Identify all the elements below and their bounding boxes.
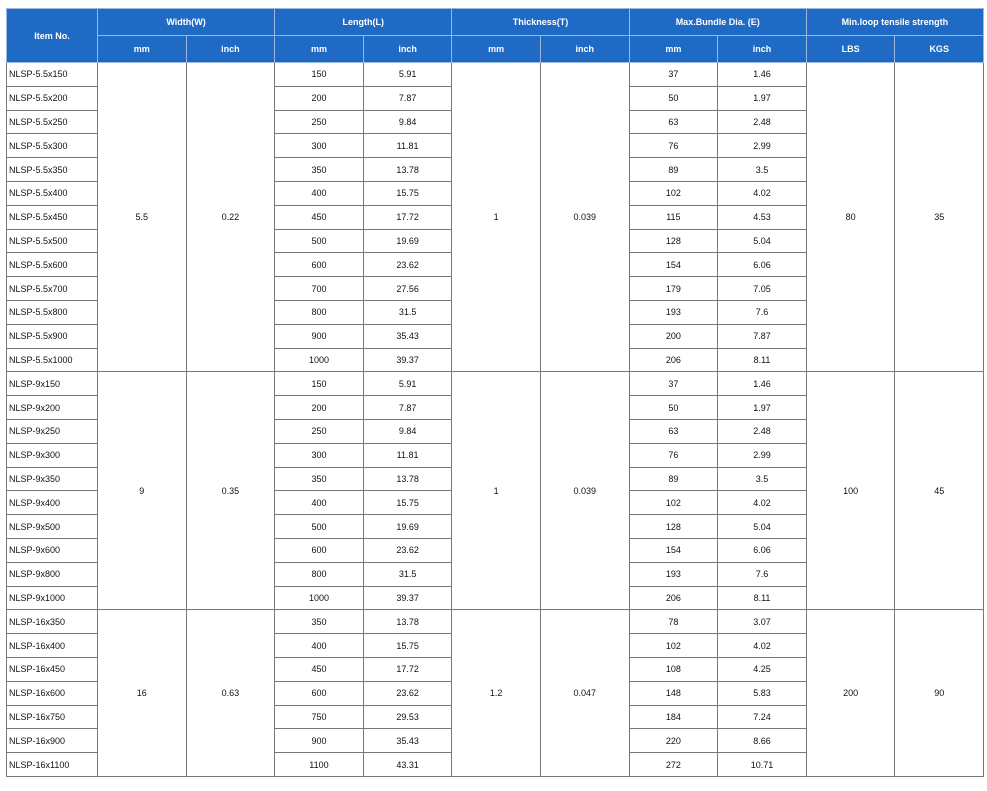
length-inch-cell: 31.5 — [363, 562, 452, 586]
length-mm-cell: 500 — [275, 229, 364, 253]
length-inch-cell: 17.72 — [363, 205, 452, 229]
bundle-inch-cell: 7.05 — [718, 277, 807, 301]
length-mm-cell: 350 — [275, 158, 364, 182]
width-inch-cell: 0.63 — [186, 610, 275, 777]
bundle-inch-cell: 1.46 — [718, 372, 807, 396]
length-mm-cell: 300 — [275, 443, 364, 467]
tensile-lbs-cell: 200 — [806, 610, 895, 777]
bundle-mm-cell: 200 — [629, 324, 718, 348]
item-no-cell: NLSP-16x600 — [7, 681, 98, 705]
length-mm-cell: 600 — [275, 681, 364, 705]
item-no-cell: NLSP-9x500 — [7, 515, 98, 539]
length-inch-cell: 23.62 — [363, 538, 452, 562]
length-mm-cell: 400 — [275, 634, 364, 658]
length-inch-cell: 5.91 — [363, 372, 452, 396]
length-mm-cell: 150 — [275, 372, 364, 396]
width-mm-cell: 9 — [98, 372, 187, 610]
length-mm-cell: 800 — [275, 300, 364, 324]
bundle-mm-cell: 193 — [629, 562, 718, 586]
length-inch-cell: 19.69 — [363, 515, 452, 539]
length-mm-cell: 150 — [275, 63, 364, 87]
item-no-cell: NLSP-5.5x400 — [7, 181, 98, 205]
length-inch-cell: 15.75 — [363, 491, 452, 515]
length-mm-cell: 200 — [275, 396, 364, 420]
item-no-cell: NLSP-16x450 — [7, 657, 98, 681]
item-no-cell: NLSP-9x600 — [7, 538, 98, 562]
item-no-cell: NLSP-9x800 — [7, 562, 98, 586]
length-mm-cell: 700 — [275, 277, 364, 301]
table-row — [7, 610, 984, 634]
tensile-lbs-cell: 80 — [806, 63, 895, 372]
bundle-inch-cell: 7.6 — [718, 562, 807, 586]
header-bundle-dia: Max.Bundle Dia. (E) — [629, 9, 806, 36]
length-mm-cell: 250 — [275, 110, 364, 134]
item-no-cell: NLSP-16x350 — [7, 610, 98, 634]
bundle-mm-cell: 206 — [629, 348, 718, 372]
length-inch-cell: 27.56 — [363, 277, 452, 301]
item-no-cell: NLSP-9x350 — [7, 467, 98, 491]
header-tensile-strength: Min.loop tensile strength — [806, 9, 983, 36]
bundle-mm-cell: 179 — [629, 277, 718, 301]
bundle-inch-cell: 5.04 — [718, 229, 807, 253]
spec-table — [6, 8, 984, 777]
item-no-cell: NLSP-16x750 — [7, 705, 98, 729]
header-item-no: Item No. — [7, 9, 98, 63]
unit-width-inch: inch — [186, 36, 275, 63]
length-mm-cell: 400 — [275, 491, 364, 515]
bundle-inch-cell: 4.02 — [718, 491, 807, 515]
bundle-mm-cell: 50 — [629, 86, 718, 110]
item-no-cell: NLSP-9x300 — [7, 443, 98, 467]
bundle-inch-cell: 4.25 — [718, 657, 807, 681]
bundle-inch-cell: 2.48 — [718, 419, 807, 443]
bundle-inch-cell: 4.02 — [718, 634, 807, 658]
length-inch-cell: 23.62 — [363, 681, 452, 705]
length-mm-cell: 750 — [275, 705, 364, 729]
length-mm-cell: 600 — [275, 538, 364, 562]
unit-bundle-inch: inch — [718, 36, 807, 63]
length-inch-cell: 5.91 — [363, 63, 452, 87]
unit-thickness-inch: inch — [540, 36, 629, 63]
bundle-mm-cell: 102 — [629, 491, 718, 515]
bundle-inch-cell: 8.11 — [718, 348, 807, 372]
header-width: Width(W) — [98, 9, 275, 36]
length-mm-cell: 500 — [275, 515, 364, 539]
bundle-inch-cell: 4.53 — [718, 205, 807, 229]
item-no-cell: NLSP-9x150 — [7, 372, 98, 396]
table-body — [7, 63, 984, 777]
bundle-inch-cell: 1.46 — [718, 63, 807, 87]
length-inch-cell: 15.75 — [363, 181, 452, 205]
bundle-inch-cell: 1.97 — [718, 86, 807, 110]
bundle-mm-cell: 154 — [629, 538, 718, 562]
length-inch-cell: 13.78 — [363, 158, 452, 182]
thickness-mm-cell: 1 — [452, 372, 541, 610]
length-inch-cell: 13.78 — [363, 610, 452, 634]
bundle-mm-cell: 272 — [629, 753, 718, 777]
length-inch-cell: 19.69 — [363, 229, 452, 253]
bundle-mm-cell: 50 — [629, 396, 718, 420]
length-inch-cell: 15.75 — [363, 634, 452, 658]
length-inch-cell: 31.5 — [363, 300, 452, 324]
bundle-inch-cell: 5.04 — [718, 515, 807, 539]
item-no-cell: NLSP-5.5x350 — [7, 158, 98, 182]
item-no-cell: NLSP-9x1000 — [7, 586, 98, 610]
length-inch-cell: 23.62 — [363, 253, 452, 277]
bundle-mm-cell: 102 — [629, 181, 718, 205]
bundle-inch-cell: 2.48 — [718, 110, 807, 134]
unit-thickness-mm: mm — [452, 36, 541, 63]
bundle-inch-cell: 3.07 — [718, 610, 807, 634]
item-no-cell: NLSP-5.5x200 — [7, 86, 98, 110]
unit-width-mm: mm — [98, 36, 187, 63]
header-length: Length(L) — [275, 9, 452, 36]
item-no-cell: NLSP-5.5x250 — [7, 110, 98, 134]
length-mm-cell: 900 — [275, 324, 364, 348]
bundle-mm-cell: 76 — [629, 134, 718, 158]
unit-bundle-mm: mm — [629, 36, 718, 63]
bundle-inch-cell: 5.83 — [718, 681, 807, 705]
bundle-inch-cell: 8.66 — [718, 729, 807, 753]
width-inch-cell: 0.22 — [186, 63, 275, 372]
header-row-units — [7, 36, 984, 63]
bundle-mm-cell: 89 — [629, 467, 718, 491]
width-mm-cell: 5.5 — [98, 63, 187, 372]
bundle-inch-cell: 7.6 — [718, 300, 807, 324]
thickness-inch-cell: 0.039 — [540, 372, 629, 610]
bundle-inch-cell: 10.71 — [718, 753, 807, 777]
bundle-inch-cell: 3.5 — [718, 158, 807, 182]
length-mm-cell: 350 — [275, 610, 364, 634]
thickness-mm-cell: 1 — [452, 63, 541, 372]
item-no-cell: NLSP-5.5x300 — [7, 134, 98, 158]
length-mm-cell: 450 — [275, 205, 364, 229]
length-mm-cell: 200 — [275, 86, 364, 110]
bundle-mm-cell: 89 — [629, 158, 718, 182]
item-no-cell: NLSP-5.5x150 — [7, 63, 98, 87]
length-inch-cell: 39.37 — [363, 586, 452, 610]
bundle-mm-cell: 78 — [629, 610, 718, 634]
item-no-cell: NLSP-16x900 — [7, 729, 98, 753]
header-row-groups — [7, 9, 984, 36]
item-no-cell: NLSP-5.5x800 — [7, 300, 98, 324]
item-no-cell: NLSP-5.5x1000 — [7, 348, 98, 372]
bundle-mm-cell: 193 — [629, 300, 718, 324]
bundle-inch-cell: 7.87 — [718, 324, 807, 348]
thickness-inch-cell: 0.039 — [540, 63, 629, 372]
item-no-cell: NLSP-9x200 — [7, 396, 98, 420]
length-inch-cell: 35.43 — [363, 324, 452, 348]
length-mm-cell: 300 — [275, 134, 364, 158]
item-no-cell: NLSP-5.5x450 — [7, 205, 98, 229]
length-inch-cell: 29.53 — [363, 705, 452, 729]
length-mm-cell: 400 — [275, 181, 364, 205]
length-mm-cell: 1000 — [275, 586, 364, 610]
length-mm-cell: 1100 — [275, 753, 364, 777]
tensile-kgs-cell: 90 — [895, 610, 984, 777]
length-mm-cell: 450 — [275, 657, 364, 681]
table-row — [7, 63, 984, 87]
bundle-inch-cell: 6.06 — [718, 538, 807, 562]
table-header — [7, 9, 984, 63]
length-inch-cell: 9.84 — [363, 110, 452, 134]
bundle-mm-cell: 154 — [629, 253, 718, 277]
length-inch-cell: 9.84 — [363, 419, 452, 443]
unit-tensile-lbs: LBS — [806, 36, 895, 63]
bundle-mm-cell: 115 — [629, 205, 718, 229]
thickness-inch-cell: 0.047 — [540, 610, 629, 777]
bundle-mm-cell: 37 — [629, 63, 718, 87]
item-no-cell: NLSP-9x400 — [7, 491, 98, 515]
bundle-mm-cell: 102 — [629, 634, 718, 658]
item-no-cell: NLSP-5.5x900 — [7, 324, 98, 348]
item-no-cell: NLSP-16x1100 — [7, 753, 98, 777]
width-inch-cell: 0.35 — [186, 372, 275, 610]
tensile-kgs-cell: 45 — [895, 372, 984, 610]
bundle-inch-cell: 4.02 — [718, 181, 807, 205]
length-mm-cell: 900 — [275, 729, 364, 753]
length-inch-cell: 35.43 — [363, 729, 452, 753]
length-mm-cell: 250 — [275, 419, 364, 443]
length-inch-cell: 7.87 — [363, 396, 452, 420]
width-mm-cell: 16 — [98, 610, 187, 777]
length-inch-cell: 43.31 — [363, 753, 452, 777]
thickness-mm-cell: 1.2 — [452, 610, 541, 777]
length-mm-cell: 1000 — [275, 348, 364, 372]
item-no-cell: NLSP-5.5x500 — [7, 229, 98, 253]
bundle-mm-cell: 220 — [629, 729, 718, 753]
length-inch-cell: 11.81 — [363, 443, 452, 467]
unit-length-inch: inch — [363, 36, 452, 63]
bundle-mm-cell: 148 — [629, 681, 718, 705]
tensile-kgs-cell: 35 — [895, 63, 984, 372]
bundle-mm-cell: 108 — [629, 657, 718, 681]
bundle-inch-cell: 6.06 — [718, 253, 807, 277]
length-inch-cell: 11.81 — [363, 134, 452, 158]
bundle-inch-cell: 1.97 — [718, 396, 807, 420]
length-inch-cell: 39.37 — [363, 348, 452, 372]
bundle-mm-cell: 128 — [629, 229, 718, 253]
bundle-inch-cell: 2.99 — [718, 134, 807, 158]
length-mm-cell: 600 — [275, 253, 364, 277]
item-no-cell: NLSP-5.5x600 — [7, 253, 98, 277]
bundle-mm-cell: 63 — [629, 419, 718, 443]
bundle-mm-cell: 63 — [629, 110, 718, 134]
item-no-cell: NLSP-16x400 — [7, 634, 98, 658]
bundle-mm-cell: 206 — [629, 586, 718, 610]
item-no-cell: NLSP-5.5x700 — [7, 277, 98, 301]
bundle-inch-cell: 8.11 — [718, 586, 807, 610]
unit-length-mm: mm — [275, 36, 364, 63]
table-row — [7, 372, 984, 396]
bundle-inch-cell: 2.99 — [718, 443, 807, 467]
bundle-mm-cell: 76 — [629, 443, 718, 467]
length-mm-cell: 800 — [275, 562, 364, 586]
bundle-inch-cell: 7.24 — [718, 705, 807, 729]
bundle-mm-cell: 128 — [629, 515, 718, 539]
item-no-cell: NLSP-9x250 — [7, 419, 98, 443]
length-inch-cell: 17.72 — [363, 657, 452, 681]
bundle-mm-cell: 37 — [629, 372, 718, 396]
header-thickness: Thickness(T) — [452, 9, 629, 36]
length-mm-cell: 350 — [275, 467, 364, 491]
bundle-mm-cell: 184 — [629, 705, 718, 729]
length-inch-cell: 13.78 — [363, 467, 452, 491]
tensile-lbs-cell: 100 — [806, 372, 895, 610]
unit-tensile-kgs: KGS — [895, 36, 984, 63]
length-inch-cell: 7.87 — [363, 86, 452, 110]
bundle-inch-cell: 3.5 — [718, 467, 807, 491]
